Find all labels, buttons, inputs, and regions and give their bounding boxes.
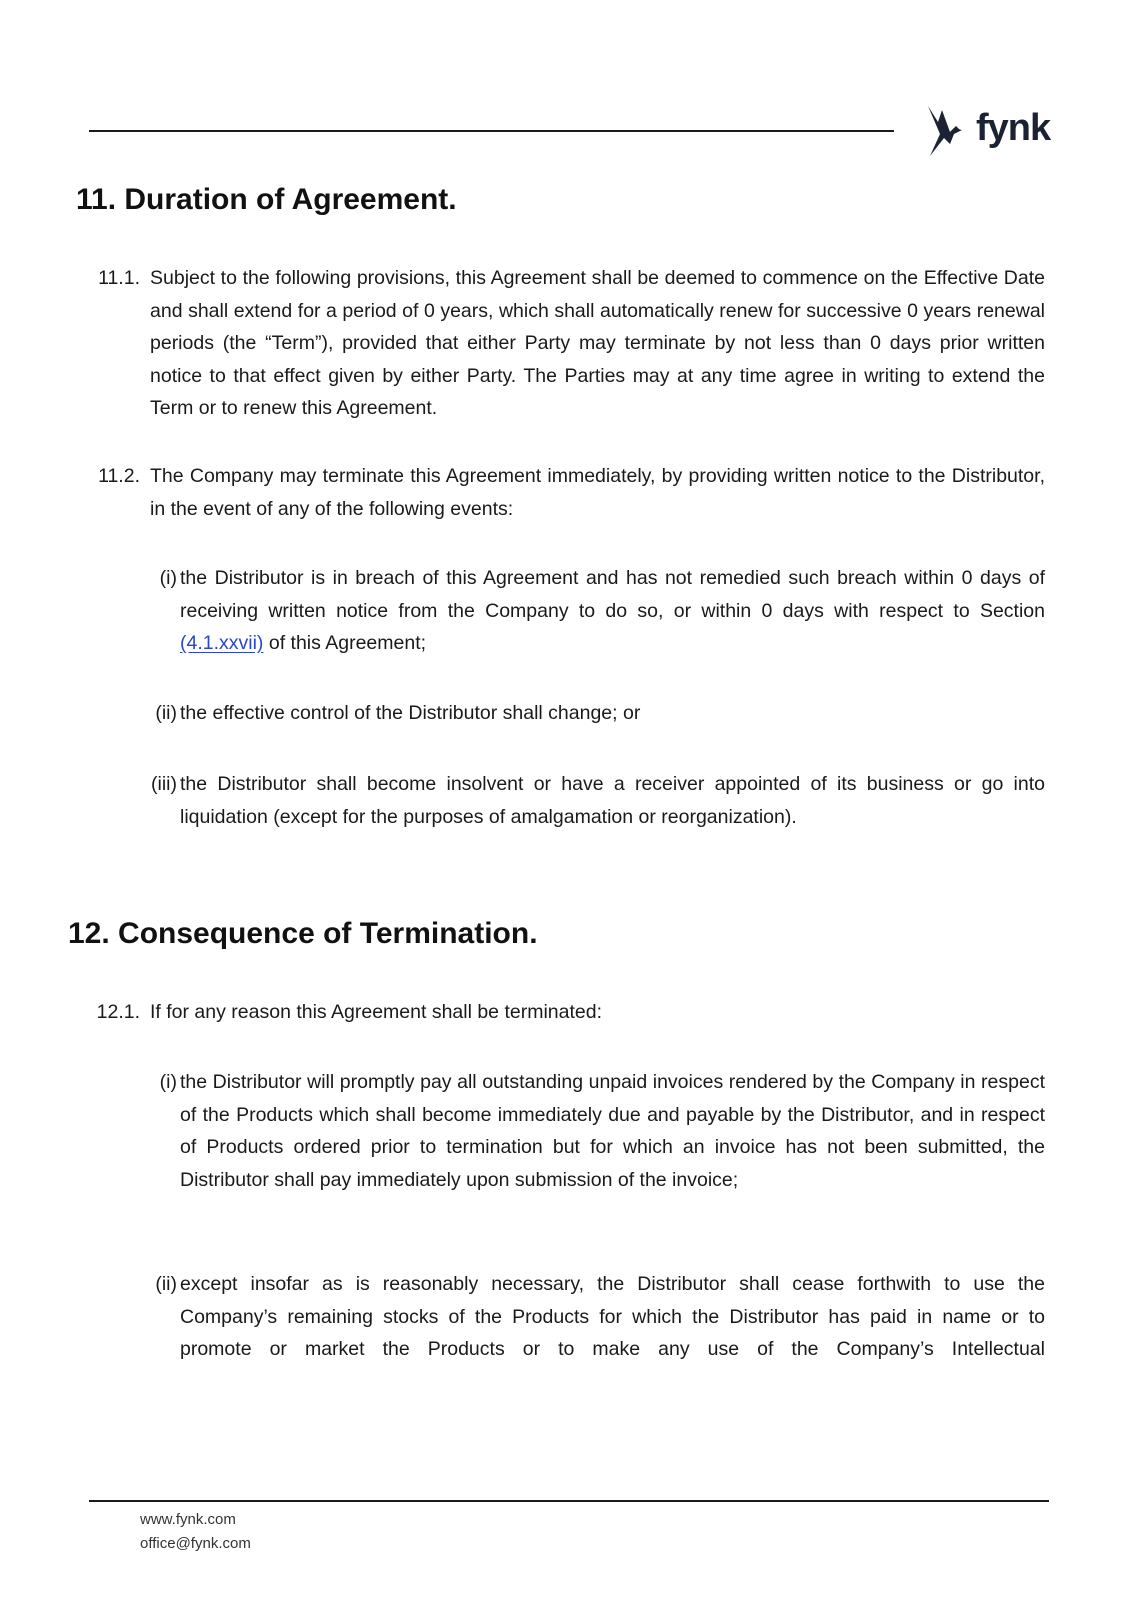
clause-text: Subject to the following provisions, this Agreement shall be deemed to commence on the Effective Date and shall extend for a period of 0 years, which shall automatically renew for successive 0 years renewal periods (the “Term”), provided that either Party may terminate by not less than 0 days prior written notice to that effect given by either Party. The Parties may at any time agree in writing to extend the Term or to renew this Agreement. <box>150 267 1045 419</box>
sub-clause-12-1-i <box>0 1066 1131 1236</box>
header-divider <box>89 130 894 132</box>
fynk-logo <box>920 104 1050 160</box>
footer-website-link[interactable]: www.fynk.com <box>140 1511 236 1528</box>
clause-text: If for any reason this Agreement shall be terminated: <box>150 1001 602 1023</box>
clause-11-2 <box>0 460 1131 530</box>
sub-clause-text: the Distributor shall become insolvent or have a receiver appointed of its business or go into liquidation (except for the purposes of amalgamation or reorganization). <box>180 773 1045 828</box>
sub-clause-number: (ii) <box>155 702 177 724</box>
sub-clause-number: (i) <box>159 1071 177 1093</box>
sub-clause-text <box>180 562 1045 660</box>
sub-clause-text-part: the Distributor is in breach of this Agreement and has not remedied such breach within 0 days of receiving written notice from the Company to do so, or within 0 days with respect to Section <box>180 567 1045 622</box>
section-11-title: 11. Duration of Agreement. <box>76 183 457 216</box>
clause-text: The Company may terminate this Agreement immediately, by providing written notice to the Distributor, in the event of any of the following events: <box>150 465 1045 520</box>
sub-clause-12-1-ii <box>0 1268 1131 1368</box>
sub-clause-11-2-i <box>0 562 1131 662</box>
sub-clause-text: the Distributor will promptly pay all outstanding unpaid invoices rendered by the Company in respect of the Products which shall become immediately due and payable by the Distributor, and in respect of Products ordered prior to termination but for which an invoice has not been submitted, the Distributor shall pay immediately upon submission of the invoice; <box>180 1071 1045 1191</box>
sub-clause-number: (iii) <box>151 773 177 795</box>
section-reference-link[interactable]: (4.1.xxvii) <box>180 632 264 654</box>
logo-wordmark: fynk <box>976 107 1051 149</box>
clause-number: 11.2. <box>98 465 140 487</box>
sub-clause-number: (i) <box>159 567 177 589</box>
sub-clause-text-part: of this Agreement; <box>263 632 427 654</box>
clause-number: 12.1. <box>96 1001 140 1023</box>
clause-11-1 <box>0 262 1131 432</box>
sub-clause-text: except insofar as is reasonably necessary, the Distributor shall cease forthwith to use the Company’s remaining stocks of the Products for which the Distributor has paid in name or to promote or market the Products or to make any use of the Company’s Intellectual <box>180 1273 1045 1360</box>
footer-divider <box>89 1500 1049 1502</box>
clause-number: 11.1. <box>98 267 140 289</box>
footer-email-link[interactable]: office@fynk.com <box>140 1535 251 1552</box>
section-12-title: 12. Consequence of Termination. <box>68 917 538 950</box>
sub-clause-number: (ii) <box>155 1273 177 1295</box>
sub-clause-11-2-iii <box>0 768 1131 838</box>
clause-12-1 <box>0 996 1131 1031</box>
sub-clause-11-2-ii <box>0 697 1131 732</box>
bird-logo-icon <box>920 104 976 160</box>
sub-clause-text: the effective control of the Distributor shall change; or <box>180 702 641 724</box>
